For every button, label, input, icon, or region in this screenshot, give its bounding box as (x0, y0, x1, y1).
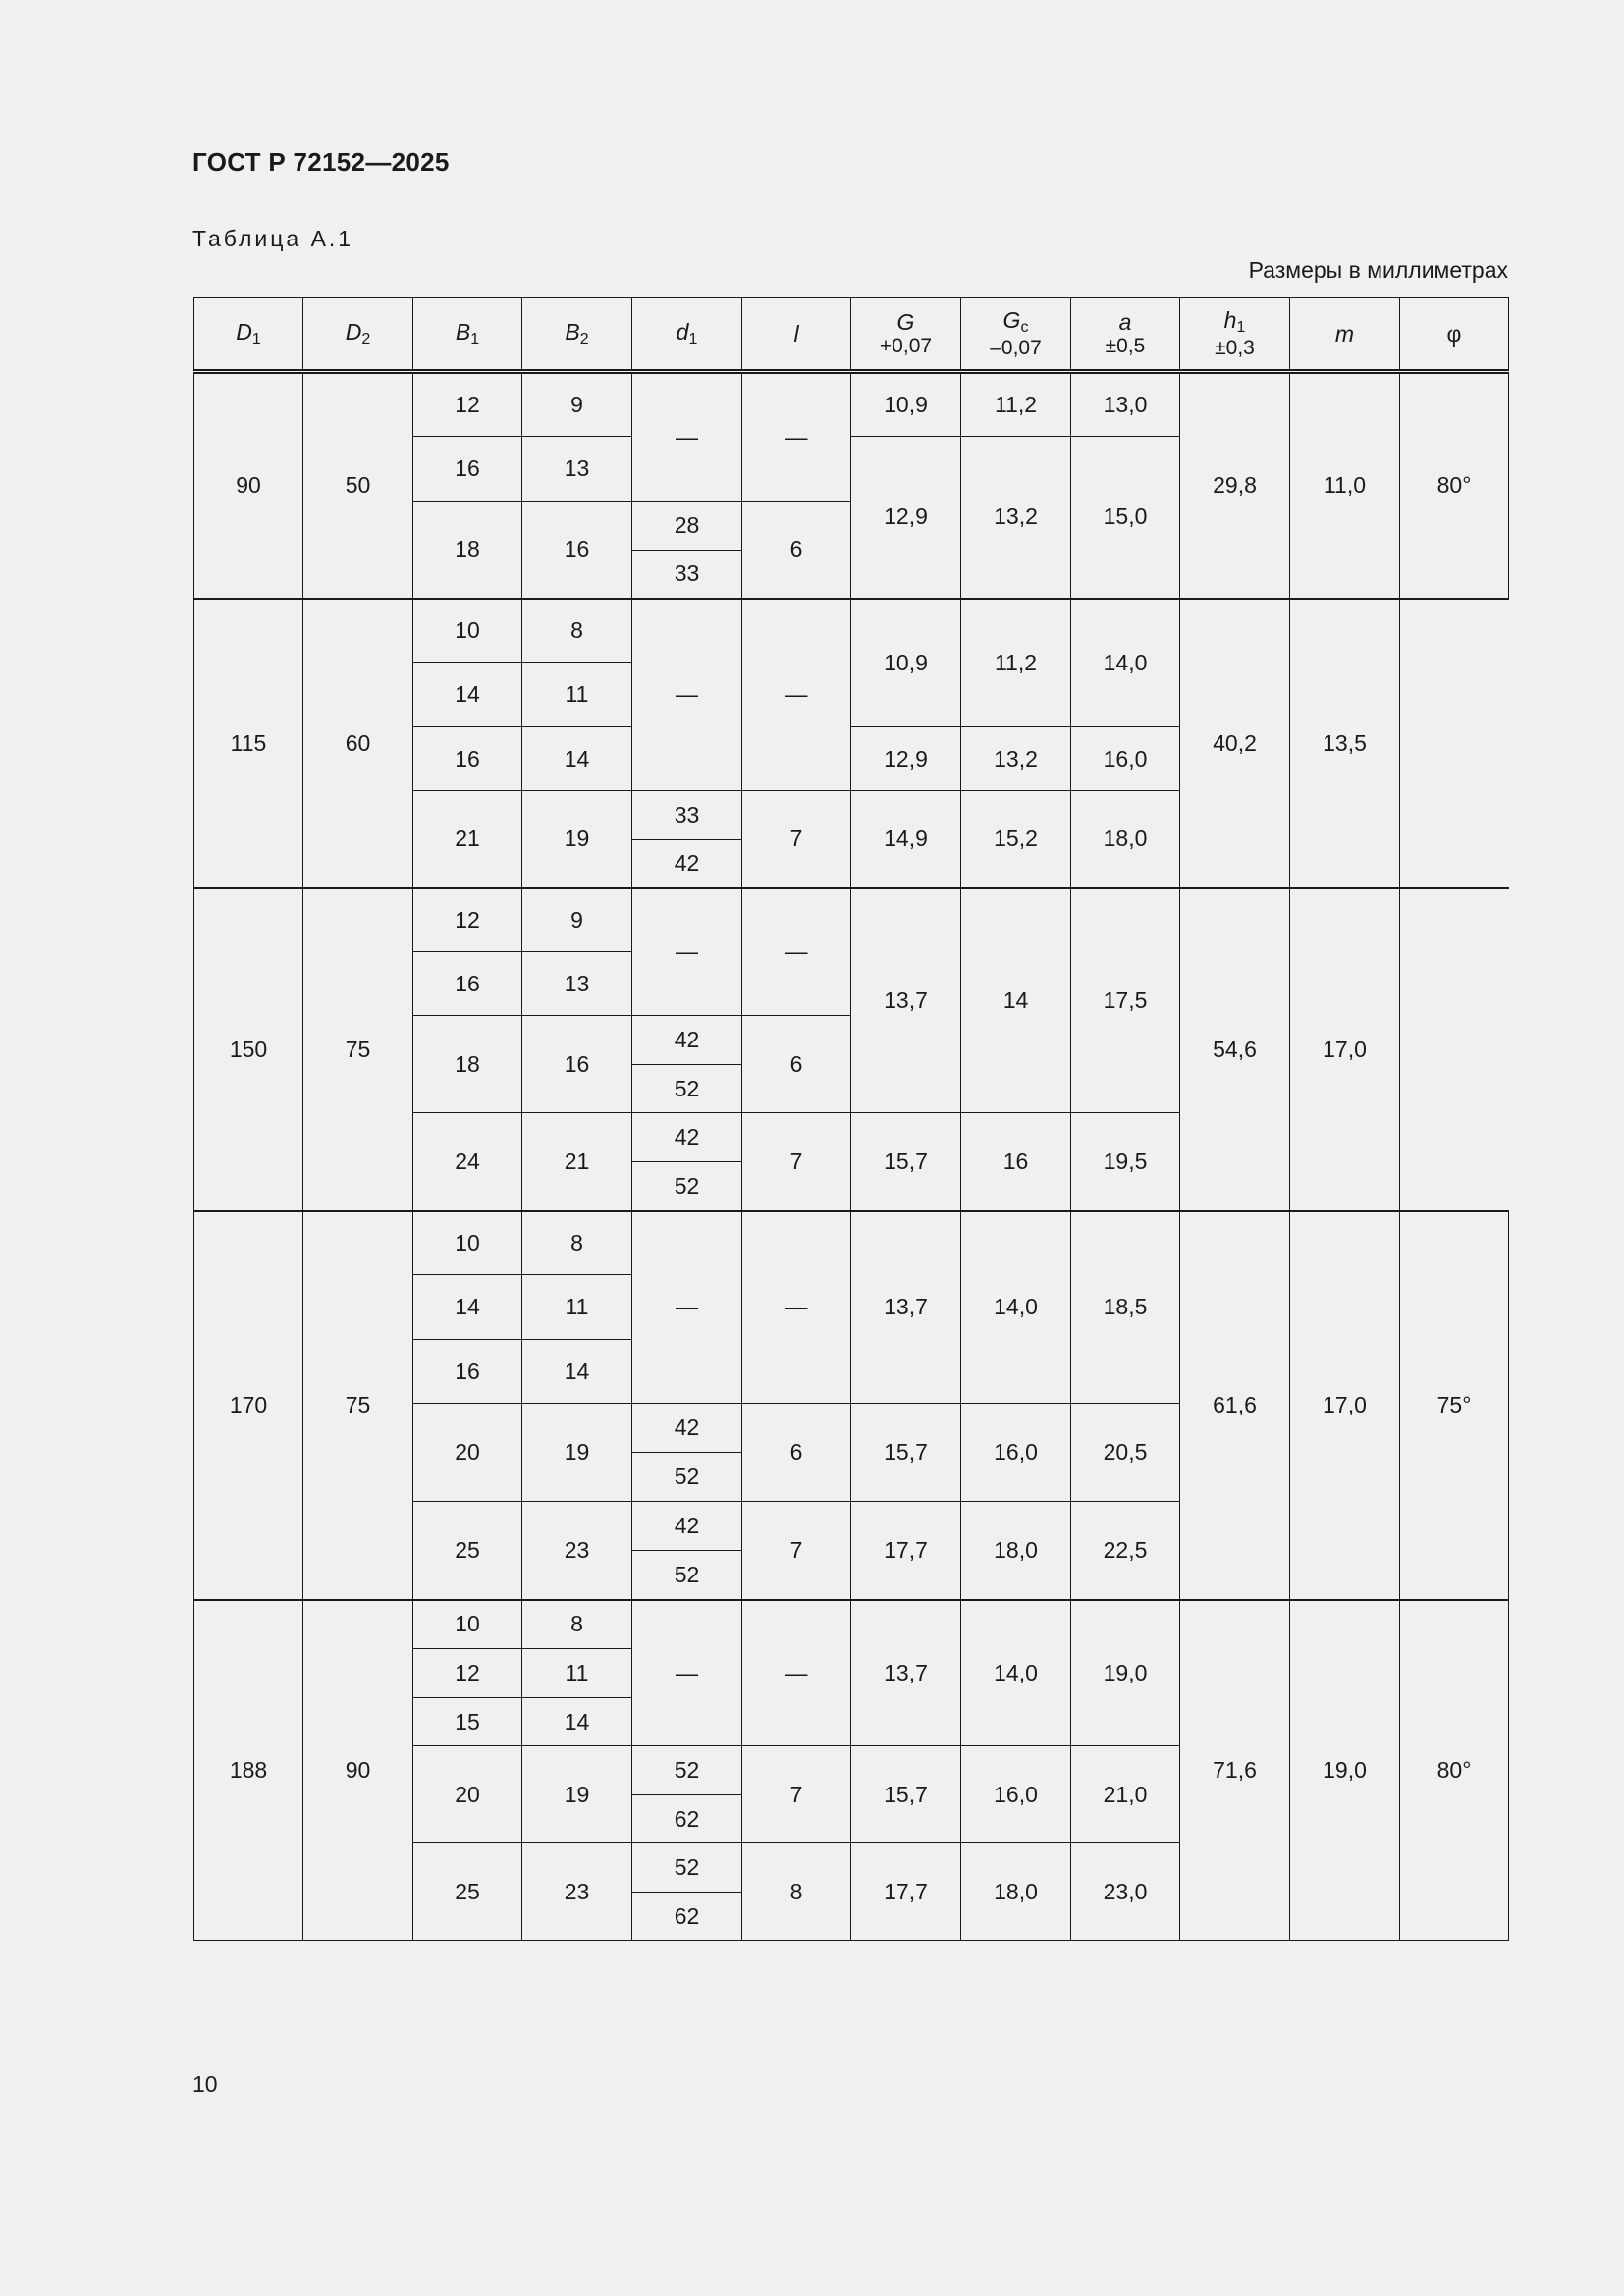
cell-m: 17,0 (1290, 1211, 1400, 1600)
col-header-B1: B1 (413, 298, 522, 372)
cell-D2: 90 (303, 1600, 413, 1941)
page-number: 10 (192, 2071, 218, 2097)
cell-B2: 11 (522, 1275, 632, 1340)
col-header-a: a ±0,5 (1071, 298, 1180, 372)
cell-d1: — (632, 1211, 742, 1404)
cell-Gc: 14 (961, 888, 1071, 1113)
cell-d1: 33 (632, 551, 742, 599)
cell-Gc: 14,0 (961, 1211, 1071, 1404)
cell-Gc: 16,0 (961, 1404, 1071, 1502)
table-row (194, 888, 1509, 952)
cell-B1: 12 (413, 372, 522, 437)
cell-d1: 52 (632, 1162, 742, 1211)
cell-D1: 115 (194, 599, 303, 888)
cell-Gc: 11,2 (961, 599, 1071, 727)
cell-B2: 14 (522, 1340, 632, 1404)
cell-D1: 170 (194, 1211, 303, 1600)
cell-a: 18,5 (1071, 1211, 1180, 1404)
cell-B2: 13 (522, 952, 632, 1016)
cell-B1: 16 (413, 437, 522, 502)
cell-d1: 52 (632, 1065, 742, 1113)
cell-l: 6 (742, 1016, 851, 1113)
cell-Gc: 16 (961, 1113, 1071, 1211)
cell-phi: 75° (1400, 1211, 1509, 1600)
cell-Gc: 16,0 (961, 1746, 1071, 1843)
table-row (194, 599, 1509, 663)
cell-B2: 9 (522, 372, 632, 437)
cell-B1: 21 (413, 791, 522, 888)
cell-d1: 28 (632, 502, 742, 551)
cell-B2: 16 (522, 502, 632, 599)
table-group-188 (194, 1600, 1509, 1941)
cell-B1: 25 (413, 1843, 522, 1941)
cell-G: 14,9 (851, 791, 961, 888)
table-caption: Таблица А.1 (192, 226, 354, 251)
cell-h1: 29,8 (1180, 372, 1290, 599)
cell-G: 13,7 (851, 1211, 961, 1404)
cell-G: 15,7 (851, 1113, 961, 1211)
cell-B1: 15 (413, 1698, 522, 1746)
cell-B1: 16 (413, 727, 522, 791)
cell-l: — (742, 372, 851, 502)
cell-D1: 150 (194, 888, 303, 1211)
cell-l: 6 (742, 502, 851, 599)
col-header-m: m (1290, 298, 1400, 372)
cell-Gc: 18,0 (961, 1502, 1071, 1600)
cell-B1: 14 (413, 663, 522, 727)
cell-B1: 25 (413, 1502, 522, 1600)
cell-a: 20,5 (1071, 1404, 1180, 1502)
table-group-170 (194, 1211, 1509, 1600)
cell-B1: 24 (413, 1113, 522, 1211)
document-header: ГОСТ Р 72152—2025 (192, 147, 450, 177)
col-header-h1: h1 ±0,3 (1180, 298, 1290, 372)
cell-l: — (742, 1211, 851, 1404)
cell-l: — (742, 888, 851, 1016)
cell-a: 16,0 (1071, 727, 1180, 791)
table-row (194, 372, 1509, 437)
cell-G: 10,9 (851, 372, 961, 437)
cell-l: 7 (742, 1502, 851, 1600)
cell-B2: 19 (522, 1746, 632, 1843)
cell-B1: 14 (413, 1275, 522, 1340)
cell-l: — (742, 599, 851, 791)
cell-G: 13,7 (851, 1600, 961, 1746)
cell-B1: 16 (413, 1340, 522, 1404)
table-row (194, 1211, 1509, 1275)
cell-a: 21,0 (1071, 1746, 1180, 1843)
header-row (194, 298, 1509, 372)
cell-a: 19,0 (1071, 1600, 1180, 1746)
cell-d1: 42 (632, 840, 742, 888)
cell-B2: 11 (522, 663, 632, 727)
cell-G: 17,7 (851, 1843, 961, 1941)
cell-B1: 10 (413, 599, 522, 663)
cell-B1: 18 (413, 1016, 522, 1113)
cell-d1: 52 (632, 1746, 742, 1795)
col-header-D2: D2 (303, 298, 413, 372)
cell-d1: 52 (632, 1843, 742, 1893)
cell-D2: 60 (303, 599, 413, 888)
cell-l: 7 (742, 1746, 851, 1843)
cell-B2: 8 (522, 1211, 632, 1275)
cell-B2: 8 (522, 599, 632, 663)
cell-B1: 20 (413, 1404, 522, 1502)
cell-B1: 20 (413, 1746, 522, 1843)
col-header-Gc: Gc –0,07 (961, 298, 1071, 372)
cell-d1: 42 (632, 1113, 742, 1162)
cell-a: 13,0 (1071, 372, 1180, 437)
col-header-B2: B2 (522, 298, 632, 372)
cell-B1: 12 (413, 888, 522, 952)
cell-Gc: 11,2 (961, 372, 1071, 437)
dimensions-table (193, 297, 1509, 1941)
col-header-d1: d1 (632, 298, 742, 372)
cell-m: 13,5 (1290, 599, 1400, 888)
cell-d1: 42 (632, 1404, 742, 1453)
cell-l: 6 (742, 1404, 851, 1502)
cell-a: 23,0 (1071, 1843, 1180, 1941)
cell-d1: 52 (632, 1551, 742, 1600)
cell-m: 19,0 (1290, 1600, 1400, 1941)
cell-Gc: 13,2 (961, 437, 1071, 599)
cell-B1: 10 (413, 1211, 522, 1275)
cell-h1: 61,6 (1180, 1211, 1290, 1600)
cell-B2: 14 (522, 1698, 632, 1746)
cell-d1: — (632, 372, 742, 502)
cell-D1: 90 (194, 372, 303, 599)
cell-Gc: 18,0 (961, 1843, 1071, 1941)
cell-G: 12,9 (851, 437, 961, 599)
cell-h1: 54,6 (1180, 888, 1290, 1211)
cell-d1: 62 (632, 1795, 742, 1843)
cell-B2: 19 (522, 791, 632, 888)
cell-D1: 188 (194, 1600, 303, 1941)
cell-d1: 42 (632, 1502, 742, 1551)
cell-B2: 13 (522, 437, 632, 502)
cell-B2: 9 (522, 888, 632, 952)
cell-G: 12,9 (851, 727, 961, 791)
cell-a: 22,5 (1071, 1502, 1180, 1600)
col-header-l: l (742, 298, 851, 372)
table-row (194, 1600, 1509, 1649)
cell-Gc: 14,0 (961, 1600, 1071, 1746)
col-header-D1: D1 (194, 298, 303, 372)
cell-B2: 21 (522, 1113, 632, 1211)
col-header-G: G +0,07 (851, 298, 961, 372)
table-group-115 (194, 599, 1509, 888)
cell-G: 17,7 (851, 1502, 961, 1600)
cell-B2: 11 (522, 1649, 632, 1698)
cell-B1: 12 (413, 1649, 522, 1698)
table-group-90 (194, 372, 1509, 599)
table-group-150 (194, 888, 1509, 1211)
col-header-phi: φ (1400, 298, 1509, 372)
cell-a: 14,0 (1071, 599, 1180, 727)
cell-h1: 40,2 (1180, 599, 1290, 888)
cell-B2: 23 (522, 1843, 632, 1941)
cell-B2: 14 (522, 727, 632, 791)
cell-D2: 75 (303, 1211, 413, 1600)
cell-B2: 23 (522, 1502, 632, 1600)
cell-h1: 71,6 (1180, 1600, 1290, 1941)
cell-d1: — (632, 599, 742, 791)
cell-G: 13,7 (851, 888, 961, 1113)
cell-l: 7 (742, 791, 851, 888)
cell-a: 17,5 (1071, 888, 1180, 1113)
cell-B2: 16 (522, 1016, 632, 1113)
cell-G: 10,9 (851, 599, 961, 727)
cell-a: 18,0 (1071, 791, 1180, 888)
cell-B1: 16 (413, 952, 522, 1016)
cell-B1: 10 (413, 1600, 522, 1649)
cell-d1: 52 (632, 1453, 742, 1502)
cell-G: 15,7 (851, 1404, 961, 1502)
units-note: Размеры в миллиметрах (1248, 257, 1508, 283)
cell-d1: — (632, 1600, 742, 1746)
cell-m: 11,0 (1290, 372, 1400, 599)
cell-l: 7 (742, 1113, 851, 1211)
cell-phi: 80° (1400, 1600, 1509, 1941)
cell-l: — (742, 1600, 851, 1746)
cell-a: 15,0 (1071, 437, 1180, 599)
cell-B2: 19 (522, 1404, 632, 1502)
cell-Gc: 13,2 (961, 727, 1071, 791)
cell-d1: 62 (632, 1893, 742, 1941)
cell-m: 17,0 (1290, 888, 1400, 1211)
cell-Gc: 15,2 (961, 791, 1071, 888)
cell-D2: 75 (303, 888, 413, 1211)
cell-d1: — (632, 888, 742, 1016)
cell-d1: 33 (632, 791, 742, 840)
cell-B1: 18 (413, 502, 522, 599)
cell-B2: 8 (522, 1600, 632, 1649)
cell-l: 8 (742, 1843, 851, 1941)
cell-a: 19,5 (1071, 1113, 1180, 1211)
cell-d1: 42 (632, 1016, 742, 1065)
cell-phi: 80° (1400, 372, 1509, 599)
cell-D2: 50 (303, 372, 413, 599)
cell-G: 15,7 (851, 1746, 961, 1843)
